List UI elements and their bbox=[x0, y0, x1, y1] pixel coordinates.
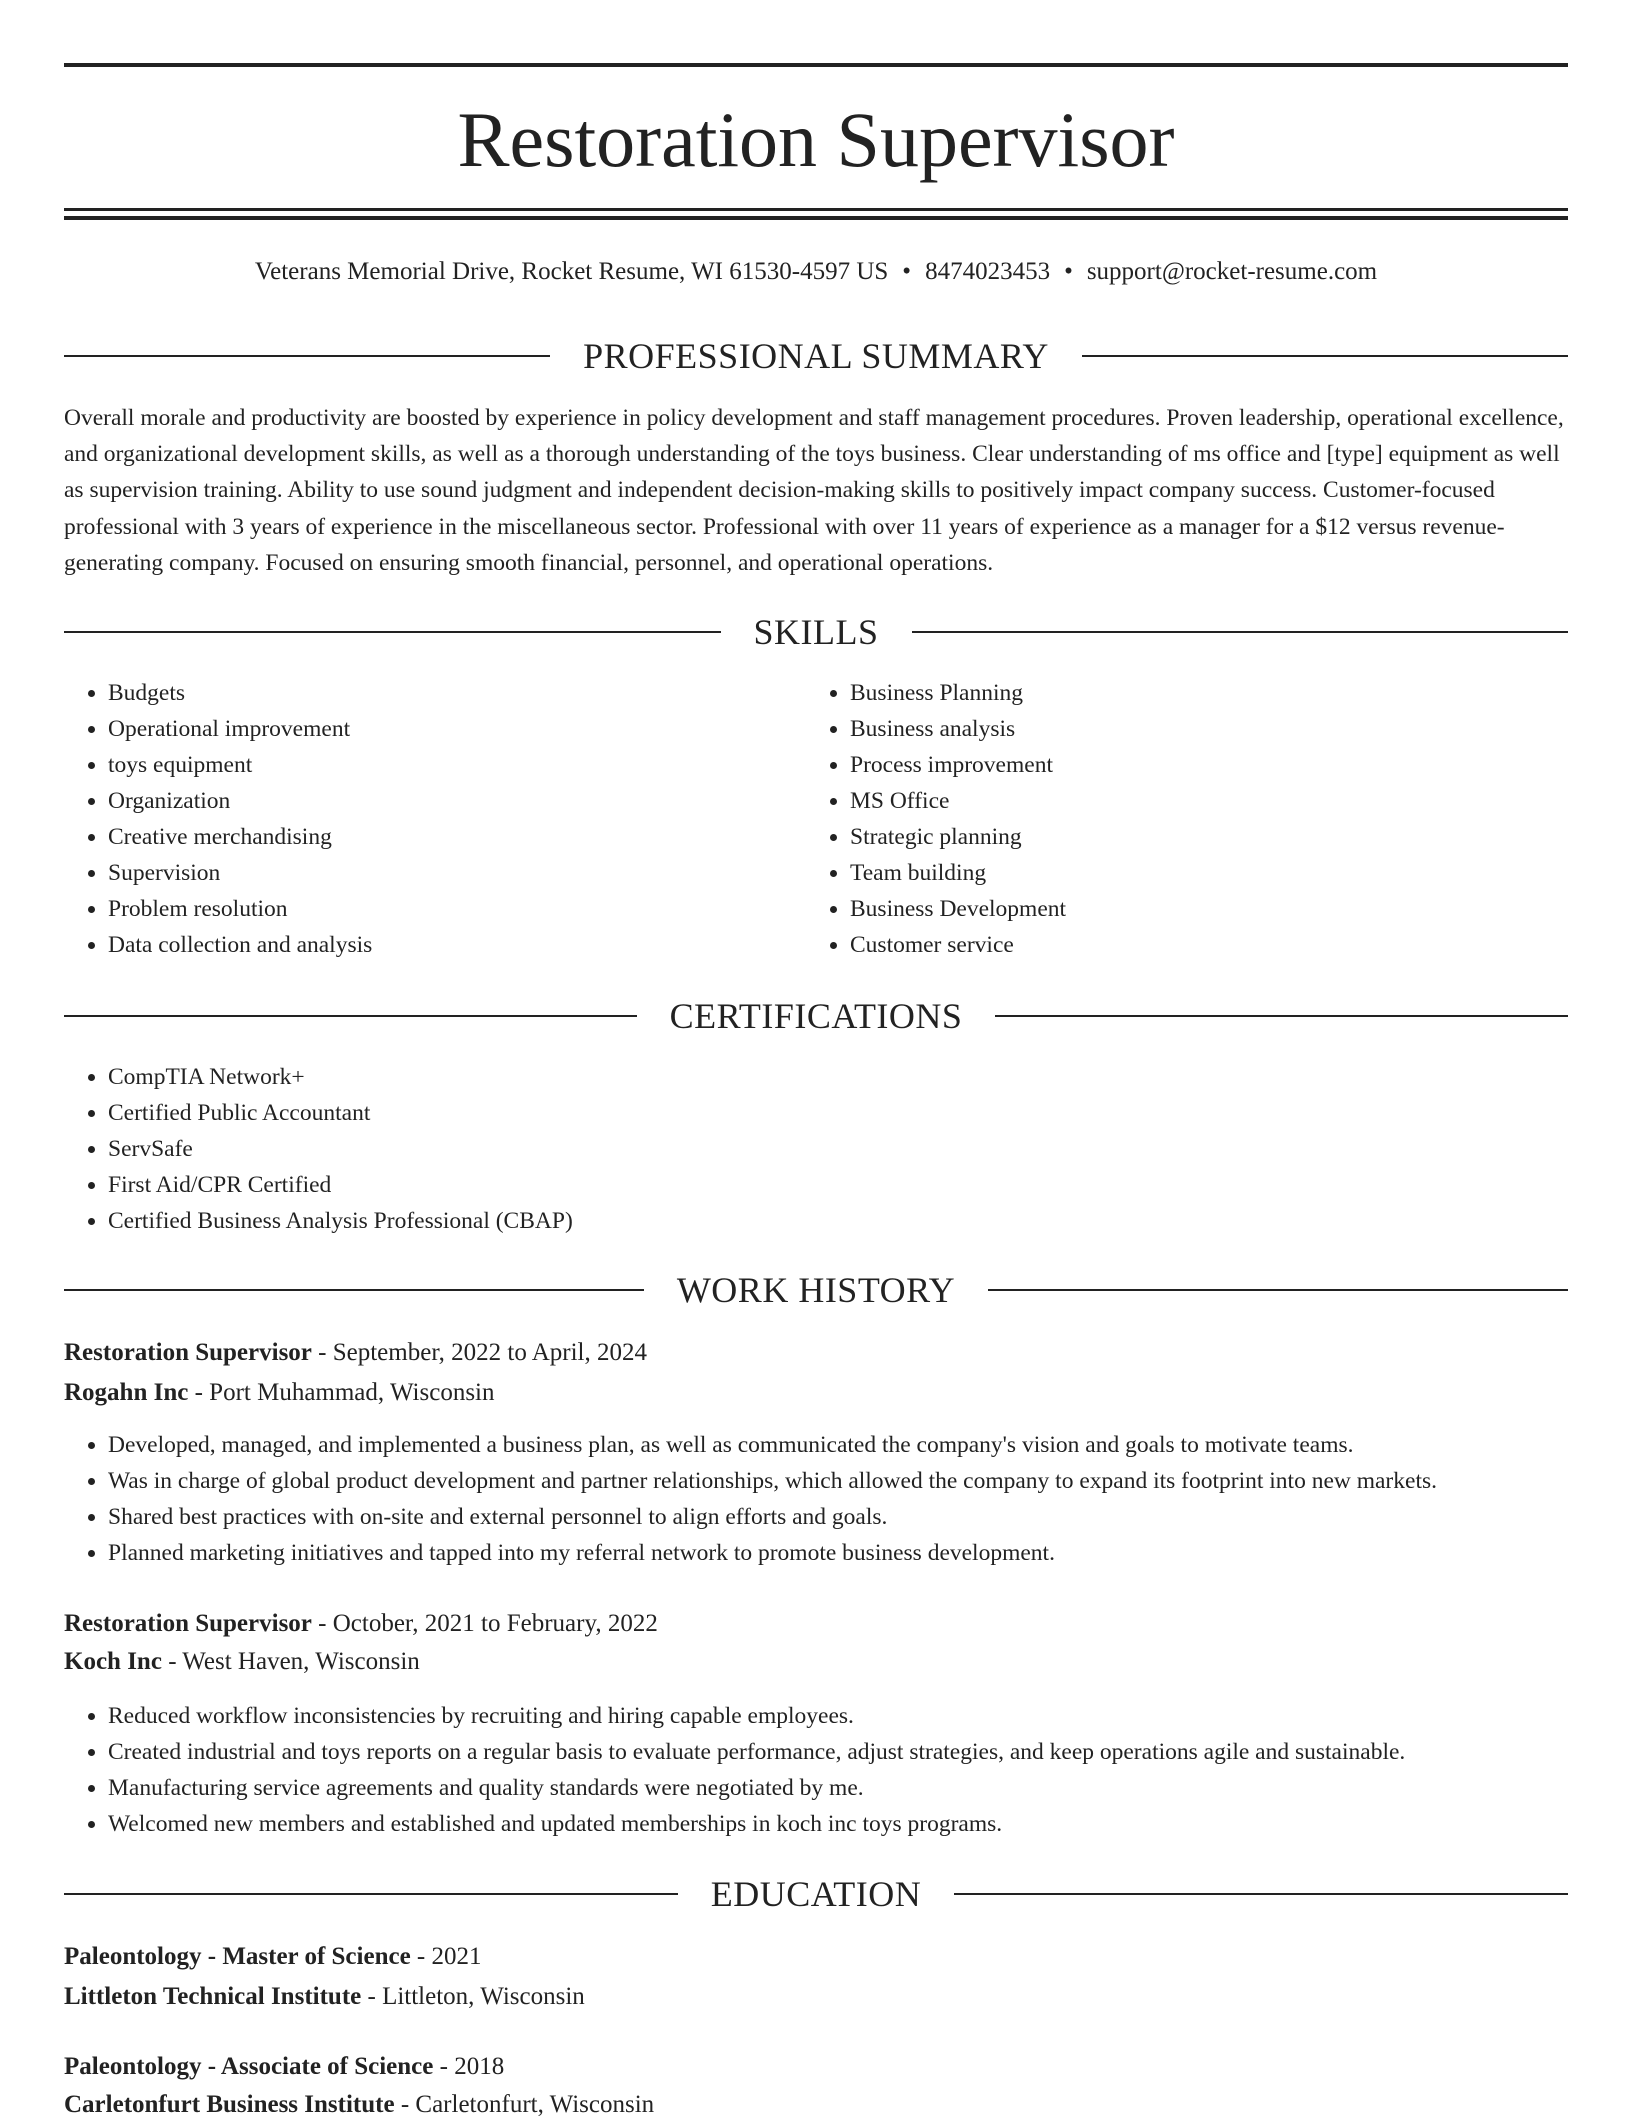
section-title: EDUCATION bbox=[710, 1874, 922, 1914]
job-company: Rogahn Inc bbox=[64, 1379, 189, 1406]
list-item: • Team building bbox=[850, 855, 1550, 891]
header-top-rule bbox=[64, 63, 1568, 67]
divider bbox=[64, 1015, 637, 1017]
summary-text: Overall morale and productivity are boosted by experience in policy development and staff management procedures. Proven leadership, operational excellence, and organizational development skills, as well as a thorough understanding of the toys business. Clear understanding of ms office and [type] equipment as well as supervision training. Ability to use sound judgment and independent decision-making skills to positively impact company success. Customer-focused professional with 3 years of experience in the miscellaneous sector. Professional with over 11 years of experience as a manager for a $12 versus revenue-generating company. Focused on ensuring smooth financial, personnel, and operational operations. bbox=[64, 405, 1564, 576]
section-header-education bbox=[64, 1870, 1568, 1918]
list-item: • Reduced workflow inconsistencies by recruiting and hiring capable employees. bbox=[108, 1698, 1588, 1734]
job-title-line bbox=[64, 1605, 658, 1643]
list-item: • Business analysis bbox=[850, 711, 1550, 747]
header-bottom-rule-double bbox=[64, 216, 1568, 220]
divider bbox=[1082, 355, 1568, 357]
resume-name: Restoration Supervisor bbox=[457, 96, 1175, 183]
job-location: - Port Muhammad, Wisconsin bbox=[188, 1379, 495, 1406]
list-item: • Manufacturing service agreements and quality standards were negotiated by me. bbox=[108, 1770, 1588, 1806]
education-school-line bbox=[64, 2086, 654, 2124]
header-bottom-rule bbox=[64, 208, 1568, 211]
list-item: • ServSafe bbox=[108, 1131, 1568, 1167]
education-location: - Littleton, Wisconsin bbox=[361, 1983, 585, 2010]
job-dates: - September, 2022 to April, 2024 bbox=[311, 1339, 647, 1366]
list-item: • Customer service bbox=[850, 927, 1550, 963]
job-bullets bbox=[64, 1698, 1588, 1842]
contact-address: Veterans Memorial Drive, Rocket Resume, WI 61530-4597 US bbox=[254, 258, 889, 285]
list-item: • Business Development bbox=[850, 891, 1550, 927]
contact-separator: • bbox=[902, 258, 912, 285]
certifications-list bbox=[64, 1059, 1568, 1239]
job-location: - West Haven, Wisconsin bbox=[161, 1648, 420, 1675]
divider bbox=[912, 631, 1569, 633]
list-item: • Problem resolution bbox=[108, 891, 808, 927]
contact-line bbox=[64, 254, 1568, 290]
contact-separator: • bbox=[1064, 258, 1073, 285]
list-item: • Creative merchandising bbox=[108, 819, 808, 855]
skills-list-left bbox=[64, 675, 808, 963]
education-school: Littleton Technical Institute bbox=[64, 1983, 362, 2010]
list-item: • Data collection and analysis bbox=[108, 927, 808, 963]
divider bbox=[64, 631, 721, 633]
job-bullets bbox=[64, 1427, 1588, 1571]
education-year: - 2018 bbox=[433, 2053, 505, 2080]
list-item: • First Aid/CPR Certified bbox=[108, 1167, 1568, 1203]
contact-phone: 8474023453 bbox=[925, 258, 1051, 285]
education-location: - Carletonfurt, Wisconsin bbox=[394, 2091, 655, 2118]
list-item: • Business Planning bbox=[850, 675, 1550, 711]
list-item: • Operational improvement bbox=[108, 711, 808, 747]
section-title: CERTIFICATIONS bbox=[669, 996, 963, 1036]
job-title-line bbox=[64, 1334, 647, 1372]
divider bbox=[988, 1289, 1568, 1291]
job-role: Restoration Supervisor bbox=[64, 1610, 312, 1637]
divider bbox=[64, 1893, 678, 1895]
divider bbox=[64, 355, 550, 357]
education-school-line bbox=[64, 1978, 585, 2016]
list-item: • Developed, managed, and implemented a business plan, as well as communicated the company's vision and goals to motivate teams. bbox=[108, 1427, 1588, 1463]
education-degree-line bbox=[64, 2048, 504, 2086]
education-degree: Paleontology - Associate of Science bbox=[64, 2053, 434, 2080]
list-item: • Shared best practices with on-site and external personnel to align efforts and goals. bbox=[108, 1499, 1588, 1535]
list-item: • MS Office bbox=[850, 783, 1550, 819]
section-header-work-history bbox=[64, 1266, 1568, 1314]
contact-email: support@rocket-resume.com bbox=[1086, 258, 1378, 285]
list-item: • Welcomed new members and established and updated memberships in koch inc toys programs. bbox=[108, 1806, 1588, 1842]
section-title: WORK HISTORY bbox=[676, 1270, 956, 1310]
list-item: • Budgets bbox=[108, 675, 808, 711]
list-item: • toys equipment bbox=[108, 747, 808, 783]
list-item: • Planned marketing initiatives and tapped into my referral network to promote business development. bbox=[108, 1535, 1588, 1571]
divider bbox=[954, 1893, 1568, 1895]
list-item: • Supervision bbox=[108, 855, 808, 891]
divider bbox=[64, 1289, 644, 1291]
list-item: • Created industrial and toys reports on a regular basis to evaluate performance, adjust strategies, and keep operations agile and sustainable. bbox=[108, 1734, 1588, 1770]
skills-list-right bbox=[806, 675, 1550, 963]
list-item: • Certified Business Analysis Professional (CBAP) bbox=[108, 1203, 1568, 1239]
section-header-skills bbox=[64, 608, 1568, 656]
section-header-certifications bbox=[64, 992, 1568, 1040]
education-degree-line bbox=[64, 1938, 482, 1976]
job-company-line bbox=[64, 1374, 495, 1412]
job-company: Koch Inc bbox=[64, 1648, 162, 1675]
section-header-summary bbox=[64, 332, 1568, 380]
divider bbox=[995, 1015, 1568, 1017]
education-year: - 2021 bbox=[410, 1943, 482, 1970]
list-item: • Strategic planning bbox=[850, 819, 1550, 855]
education-degree: Paleontology - Master of Science bbox=[64, 1943, 411, 1970]
list-item: • CompTIA Network+ bbox=[108, 1059, 1568, 1095]
list-item: • Certified Public Accountant bbox=[108, 1095, 1568, 1131]
job-company-line bbox=[64, 1643, 420, 1681]
education-school: Carletonfurt Business Institute bbox=[64, 2091, 395, 2118]
job-dates: - October, 2021 to February, 2022 bbox=[311, 1610, 658, 1637]
list-item: • Process improvement bbox=[850, 747, 1550, 783]
job-role: Restoration Supervisor bbox=[64, 1339, 312, 1366]
section-title: SKILLS bbox=[753, 612, 879, 652]
list-item: • Was in charge of global product development and partner relationships, which allowed the company to expand its footprint into new markets. bbox=[108, 1463, 1588, 1499]
list-item: • Organization bbox=[108, 783, 808, 819]
section-title: PROFESSIONAL SUMMARY bbox=[583, 336, 1049, 376]
